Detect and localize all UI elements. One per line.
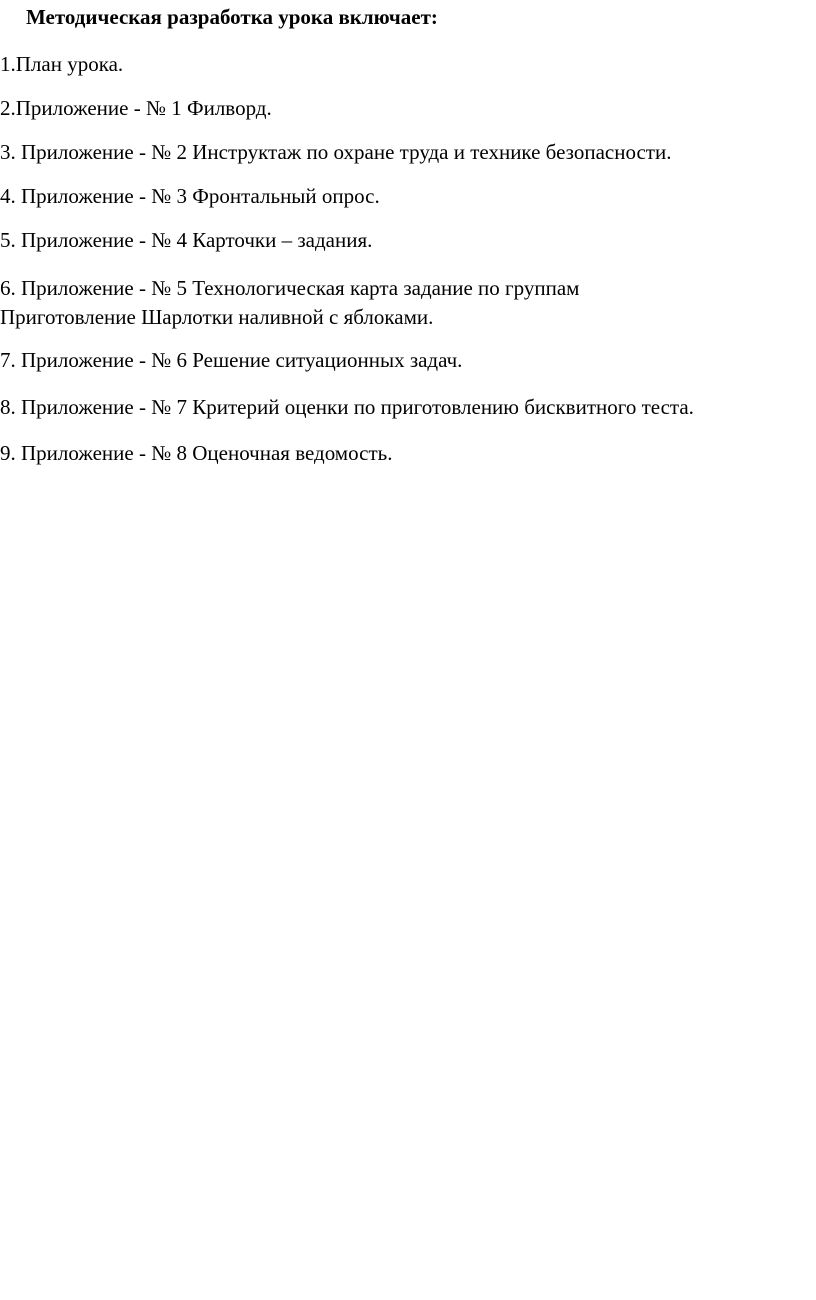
list-item-8: 8. Приложение - № 7 Критерий оценки по приготовлению бисквитного теста. bbox=[0, 395, 694, 419]
document-title: Методическая разработка урока включает: bbox=[26, 5, 438, 29]
list-item-4: 4. Приложение - № 3 Фронтальный опрос. bbox=[0, 184, 380, 208]
list-item-2: 2.Приложение - № 1 Филворд. bbox=[0, 96, 272, 120]
list-item-7: 7. Приложение - № 6 Решение ситуационных задач. bbox=[0, 348, 463, 372]
list-item-6-line-1: 6. Приложение - № 5 Технологическая карта задание по группам bbox=[0, 276, 580, 300]
list-item-6-line-2: Приготовление Шарлотки наливной с яблоками. bbox=[0, 305, 434, 329]
list-item-9: 9. Приложение - № 8 Оценочная ведомость. bbox=[0, 441, 393, 465]
list-item-1: 1.План урока. bbox=[0, 52, 124, 76]
list-item-3: 3. Приложение - № 2 Инструктаж по охране труда и технике безопасности. bbox=[0, 140, 672, 164]
list-item-5: 5. Приложение - № 4 Карточки – задания. bbox=[0, 228, 373, 252]
